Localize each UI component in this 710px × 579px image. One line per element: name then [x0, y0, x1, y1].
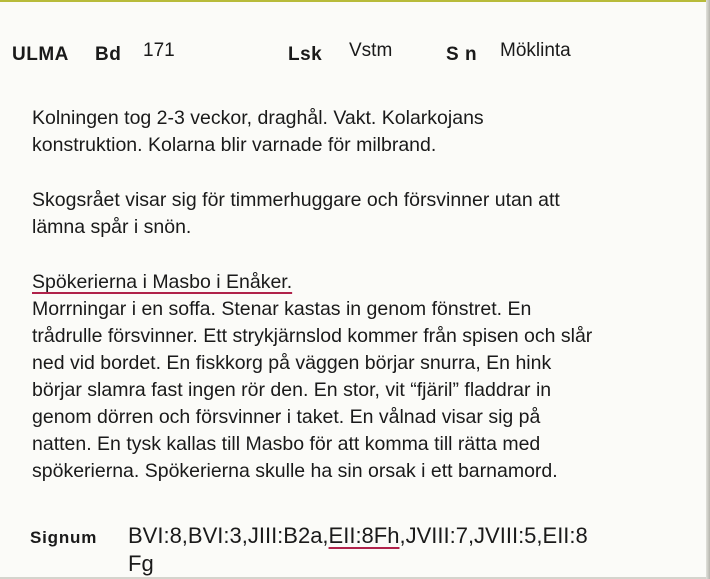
story-line: börjar slamra fast ingen rör den. En stor, vit “fjäril” fladdrar in [32, 379, 552, 401]
story-title: Spökerierna i Masbo i Enåker. [32, 271, 293, 293]
sn-value: Möklinta [500, 40, 571, 61]
story-line: natten. En tysk kallas till Masbo för att komma till rätta med [32, 433, 541, 455]
story-line: spökerierna. Spökerierna skulle ha sin orsak i ett barnamord. [32, 460, 558, 482]
signum-codes-part: BVI:8,BVI:3,JIII:B2a, [128, 523, 329, 548]
card-header [12, 40, 702, 70]
paragraph-forest-spirit [32, 187, 692, 241]
signum-value [128, 522, 698, 578]
signum-codes-part: ,JVIII:7,JVIII:5,EII:8 [399, 523, 588, 548]
sn-label: S n [446, 44, 478, 65]
bd-label: Bd [95, 44, 122, 65]
archive-label: ULMA [12, 44, 69, 65]
story-line: Morrningar i en soffa. Stenar kastas in genom fönstret. En [32, 298, 532, 320]
lsk-value: Vstm [349, 40, 393, 61]
paragraph-line: Kolningen tog 2-3 veckor, draghål. Vakt. Kolarkojans [32, 107, 484, 129]
paragraph-charcoal [32, 105, 692, 159]
card-top-edge [0, 0, 710, 2]
story-section [32, 269, 692, 493]
signum-code-underlined: EII:8Fh [328, 523, 400, 548]
bd-value: 171 [143, 40, 175, 61]
card-right-edge [706, 0, 710, 579]
paragraph-line: konstruktion. Kolarna blir varnade för milbrand. [32, 134, 437, 156]
story-line: ned vid bordet. En fiskkorg på väggen börjar snurra, En hink [32, 352, 552, 374]
lsk-label: Lsk [288, 44, 323, 65]
story-line: trådrulle försvinner. Ett strykjärnslod kommer från spisen och slår [32, 325, 593, 347]
paragraph-line: Skogsrået visar sig för timmerhuggare och försvinner utan att [32, 189, 560, 211]
signum-codes-part: Fg [128, 551, 154, 576]
clipped-text-remnant [32, 491, 332, 497]
story-line: genom dörren och försvinner i taket. En vålnad visar sig på [32, 406, 541, 428]
paragraph-line: lämna spår i snön. [32, 216, 192, 238]
signum-label: Signum [30, 528, 98, 547]
